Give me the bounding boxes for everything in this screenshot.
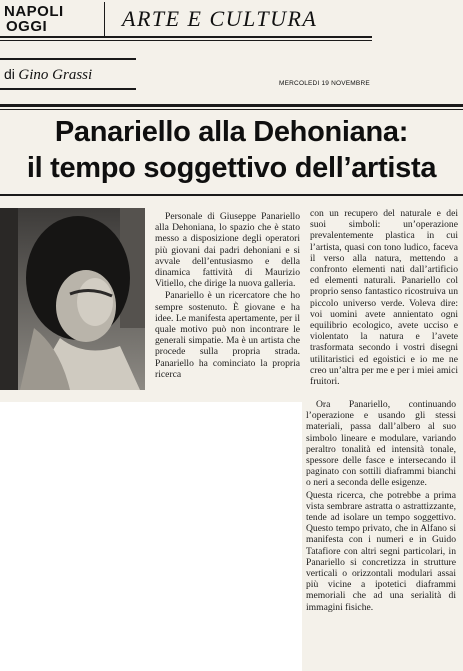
- headline-rule-top-thin: [0, 109, 463, 110]
- article-column-1: [155, 211, 300, 380]
- artist-photo-image: [0, 208, 145, 390]
- headline-rule-top: [0, 104, 463, 107]
- byline-author: Gino Grassi: [18, 67, 93, 83]
- masthead-logo: [4, 4, 100, 40]
- headline-line-2: il tempo soggettivo dell’artista: [26, 152, 437, 184]
- masthead-divider: [104, 2, 105, 38]
- article-column-3: [306, 399, 456, 613]
- byline: [4, 66, 92, 84]
- headline-rule-bottom: [0, 194, 463, 196]
- dateline: MERCOLEDI 19 NOVEMBRE: [279, 80, 370, 87]
- article-paragraph: Personale di Giuseppe Panariello alla Dehoniana, lo spazio che è stato messo a disposizione degli operatori più giovani dai padri dehoniani e si avvale dell’entusiasmo e della dinamica fattività di Maurizio Vitiello, che dirige la nuova galleria.: [155, 211, 300, 290]
- article-paragraph: Panariello è un ricercatore che ho sempre sostenuto. È giovane e ha idee. Le manifesta apertamente, per il quale motivo può non incontrare le generali simpatie. Ma è un artista che procede sulla propria strada. Panariello ha cominciato la propria ricerca: [155, 290, 300, 380]
- masthead-line-1: NAPOLI: [4, 3, 64, 20]
- masthead-line-2: OGGI: [6, 18, 48, 35]
- masthead-rule-thin: [0, 40, 372, 41]
- byline-rule-bottom: [0, 88, 136, 90]
- article-column-2: [310, 208, 458, 387]
- byline-rule-top: [0, 58, 136, 60]
- article-paragraph: Questa ricerca, che potrebbe a prima vista sembrare astratta o astrattizzante, tende ad isolare un tempo soggettivo. Questo tempo privato, che in Alfano si manifesta con i numeri e in Guido Tatafiore con altri segni particolari, in Panariello si concretizza in strutture verticali o orizzontali modulari assai più vicine a ipotetici diaframmi memoriali che ad una serialità di immagini fisiche.: [306, 489, 456, 613]
- section-title: ARTE E CULTURA: [122, 6, 318, 31]
- headline: [0, 114, 463, 186]
- article-paragraph: con un recupero del naturale e dei suoi simboli: un’operazione prevalentemente plastica in cui l’artista, quasi con tono ludico, faceva il verso alla natura, mettendo a confronto elementi nati dall’artificio ed elementi naturali. Panariello col proprio senso fantastico ricostruiva un piccolo universo verde. Voleva dire: voi uomini avete annientato ogni equilibrio ecologico, avete ucciso e violentato la natura e l’avete trasformata secondo i vostri disegni utilitaristici ed egoistici e io me ne creo un’altra per me e per i miei amici fruitori.: [310, 208, 458, 388]
- byline-prefix: di: [4, 66, 15, 82]
- article-paragraph: Ora Panariello, continuando l’operazione e usando gli stessi materiali, passa dall’albero al suo simbolo lineare e modulare, variando peraltro tonalità ed intensità tonale, spessore delle fasce e intersecando il paginato con sottili diaframmi bianchi o neri a seconda delle esigenze.: [306, 399, 456, 489]
- headline-line-1: Panariello alla Dehoniana:: [54, 116, 409, 148]
- artist-photo: [0, 208, 145, 390]
